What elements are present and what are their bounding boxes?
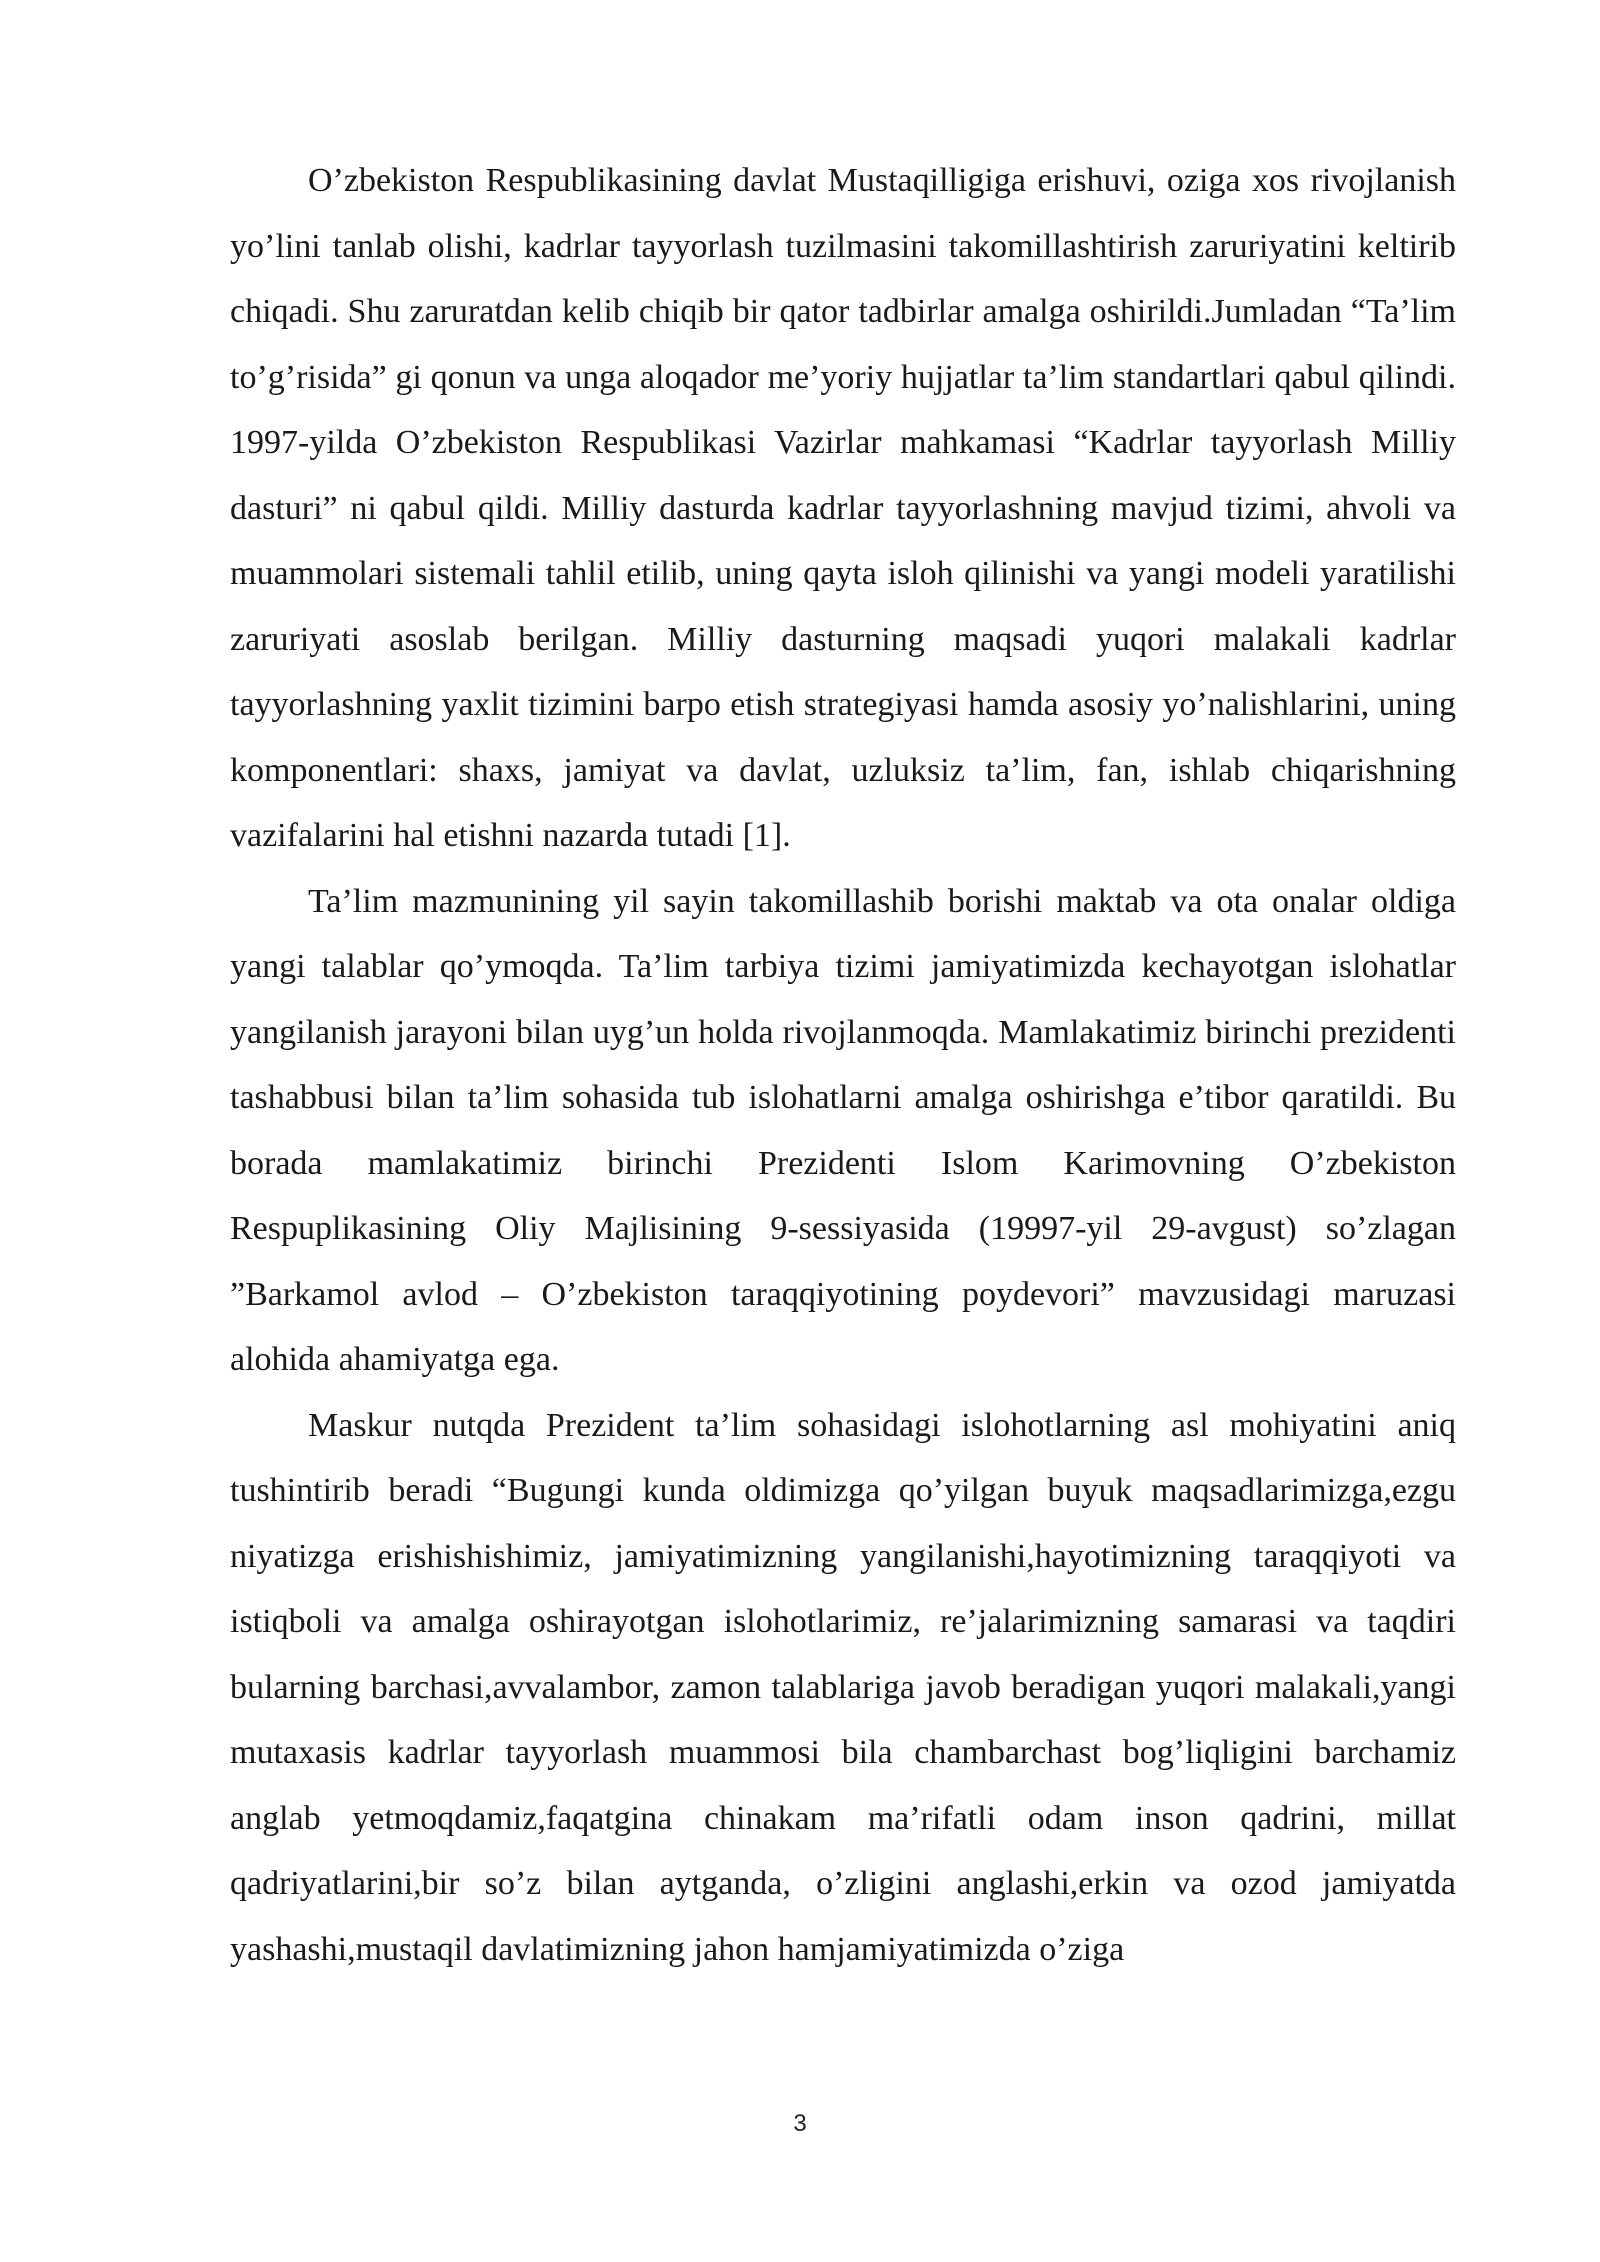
paragraph-2: Ta’lim mazmunining yil sayin takomillashib borishi maktab va ota onalar oldiga yangi talablar qo’ymoqda. Ta’lim tarbiya tizimi jamiyatimizda kechayotgan islohatlar yangilanish jarayoni bilan uyg’un holda rivojlanmoqda. Mamlakatimiz birinchi prezidenti tashabbusi bilan ta’lim sohasida tub islohatlarni amalga oshirishga e’tibor qaratildi. Bu borada mamlakatimiz birinchi Prezidenti Islom Karimovning O’zbekiston Respuplikasining Oliy Majlisining 9-sessiyasida (19997-yil 29-avgust) so’zlagan ”Barkamol avlod – O’zbekiston taraqqiyotining poydevori” mavzusidagi maruzasi alohida ahamiyatga ega.	[230, 882, 1456, 1378]
paragraph-3: Maskur nutqda Prezident ta’lim sohasidagi islohotlarning asl mohiyatini aniq tushintirib beradi “Bugungi kunda oldimizga qo’yilgan buyuk maqsadlarimizga,ezgu niyatizga erishishishimiz, jamiyatimizning yangilanishi,hayotimizning taraqqiyoti va istiqboli va amalga oshirayotgan islohotlarimiz, re’jalarimizning samarasi va taqdiri bularning barchasi,avvalambor, zamon talablariga javob beradigan yuqori malakali,yangi mutaxasis kadrlar tayyorlash muammosi bila chambarchast bog’liqligini barchamiz anglab yetmoqdamiz,faqatgina chinakam ma’rifatli odam inson qadrini, millat qadriyatlarini,bir so’z bilan aytganda, o’zligini anglashi,erkin va ozod jamiyatda yashashi,mustaqil davlatimizning jahon hamjamiyatimizda o’ziga	[230, 1406, 1456, 1968]
body-text	[230, 148, 1456, 1982]
page-number: 3	[793, 2110, 807, 2137]
paragraph-1: O’zbekiston Respublikasining davlat Mustaqilligiga erishuvi, oziga xos rivojlanish yo’lini tanlab olishi, kadrlar tayyorlash tuzilmasini takomillashtirish zaruriyatini keltirib chiqadi. Shu zaruratdan kelib chiqib bir qator tadbirlar amalga oshirildi.Jumladan “Ta’lim to’g’risida” gi qonun va unga aloqador me’yoriy hujjatlar ta’lim standartlari qabul qilindi. 1997-yilda O’zbekiston Respublikasi Vazirlar mahkamasi “Kadrlar tayyorlash Milliy dasturi” ni qabul qildi. Milliy dasturda kadrlar tayyorlashning mavjud tizimi, ahvoli va muammolari sistemali tahlil etilib, uning qayta isloh qilinishi va yangi modeli yaratilishi zaruriyati asoslab berilgan. Milliy dasturning maqsadi yuqori malakali kadrlar tayyorlashning yaxlit tizimini barpo etish strategiyasi hamda asosiy yo’nalishlarini, uning komponentlari: shaxs, jamiyat va davlat, uzluksiz ta’lim, fan, ishlab chiqarishning vazifalarini hal etishni nazarda tutadi [1].	[230, 162, 1456, 854]
